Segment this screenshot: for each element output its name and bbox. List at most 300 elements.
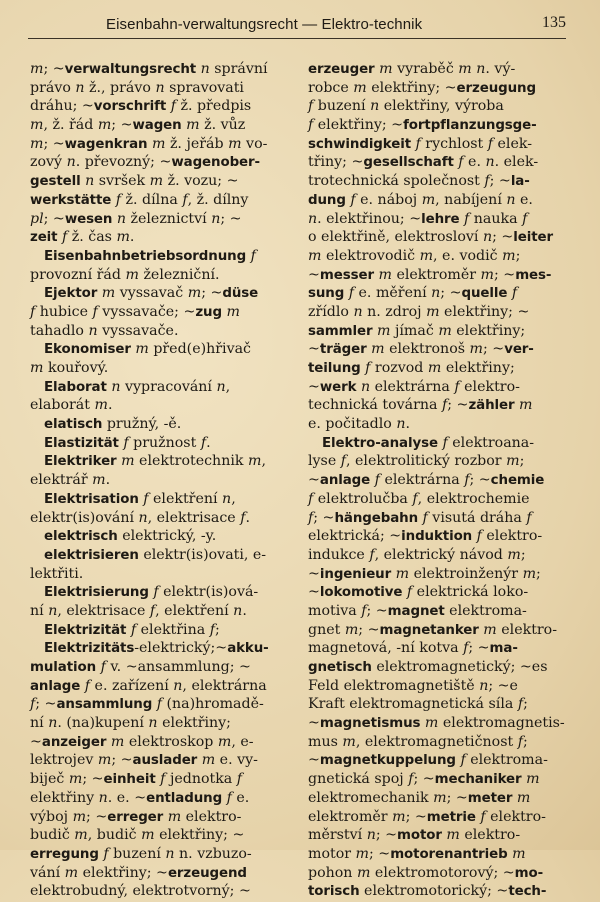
- text-run: ;: [214, 621, 220, 638]
- text-run: ;: [523, 696, 528, 713]
- grammar-label: m: [308, 247, 322, 264]
- text-run: v. ~ansammlung; ~: [105, 659, 251, 675]
- dictionary-line: [30, 658, 292, 677]
- text-run: vyssavače; ~: [97, 303, 196, 320]
- text-run: ; ~: [43, 135, 65, 152]
- headword: gnetisch: [308, 660, 372, 675]
- headword: schwindigkeit: [308, 136, 412, 152]
- dictionary-line: [30, 210, 292, 229]
- dictionary-line: [308, 452, 570, 471]
- grammar-label: n: [75, 79, 85, 96]
- text-run: ; ~: [43, 61, 65, 77]
- dictionary-line: [30, 228, 292, 247]
- grammar-label: n: [48, 715, 58, 732]
- grammar-label: f: [308, 117, 314, 134]
- grammar-label: f: [308, 509, 314, 526]
- grammar-label: f: [406, 584, 413, 601]
- headword: werkstätte: [30, 192, 112, 208]
- text-run: elektrárna: [379, 472, 465, 489]
- grammar-label: f: [115, 191, 122, 208]
- running-header: [106, 12, 566, 36]
- dictionary-line: [30, 471, 292, 490]
- headword: motor: [397, 828, 442, 844]
- text-run: , budič: [87, 827, 142, 844]
- dictionary-line: [30, 116, 292, 135]
- dictionary-line: [308, 845, 570, 864]
- grammar-label: m: [121, 453, 135, 470]
- text-run: e. zařízení: [90, 677, 174, 694]
- grammar-label: m: [446, 827, 460, 844]
- grammar-label: m: [30, 360, 44, 376]
- headword: werk: [319, 379, 357, 395]
- text-run: , elektrický návod: [374, 546, 508, 563]
- dictionary-line: [308, 135, 570, 154]
- dictionary-line: [308, 116, 570, 135]
- dictionary-line: [308, 284, 570, 303]
- headword: tech-: [508, 884, 547, 900]
- grammar-label: n: [506, 191, 516, 208]
- text-run: elektr(is)ovati, e-: [138, 546, 267, 563]
- text-run: .: [105, 472, 111, 489]
- headword: messer: [319, 267, 374, 283]
- text-run: ~: [308, 472, 320, 489]
- headword: chemie: [490, 473, 545, 489]
- headword: induktion: [401, 529, 473, 545]
- grammar-label: f: [226, 789, 232, 806]
- text-run: elektrotechnik: [134, 453, 248, 470]
- text-run: elektromagnetis-: [438, 715, 565, 732]
- grammar-label: n: [222, 490, 232, 507]
- dictionary-line: [30, 172, 292, 191]
- text-run: ; ~: [111, 117, 133, 134]
- text-run: . elek-: [494, 154, 539, 171]
- text-run: hubice: [35, 303, 93, 320]
- dictionary-line: [308, 733, 570, 752]
- grammar-label: n: [138, 509, 148, 526]
- grammar-label: m: [458, 61, 472, 77]
- grammar-label: f: [348, 285, 355, 302]
- headword: ma-: [489, 641, 518, 657]
- dictionary-line: [308, 340, 570, 359]
- dictionary-line: [308, 228, 570, 247]
- grammar-label: n: [233, 602, 243, 619]
- grammar-label: m: [469, 341, 483, 358]
- text-run: ~: [308, 565, 320, 582]
- text-run: ; ~: [489, 173, 511, 190]
- text-run: ,: [225, 378, 231, 395]
- text-run: elektřiny;: [451, 322, 526, 339]
- text-run: ; ~: [220, 210, 242, 227]
- text-run: ; ~e: [488, 677, 518, 694]
- dictionary-line: [308, 322, 570, 341]
- grammar-label: m: [97, 117, 112, 134]
- text-run: , elektrárna: [182, 677, 267, 694]
- grammar-label: f: [464, 210, 470, 227]
- text-run: n. vzbuzo-: [174, 845, 252, 862]
- grammar-label: f: [340, 453, 347, 470]
- dictionary-line: [30, 527, 292, 546]
- grammar-label: n: [431, 285, 441, 302]
- dictionary-line: [308, 864, 570, 883]
- text-run: vyssavače.: [97, 322, 179, 339]
- text-run: železniční.: [138, 266, 220, 283]
- text-run: ; ~: [35, 696, 57, 713]
- dictionary-line: [308, 658, 570, 677]
- text-run: , elektrochemie: [417, 490, 530, 507]
- headword: erzeugung: [456, 80, 536, 96]
- text-run: elektr(is)ování: [30, 509, 139, 526]
- dictionary-line: [30, 882, 292, 901]
- dictionary-line: [308, 546, 570, 565]
- grammar-label: m: [125, 266, 139, 283]
- text-run: lektrojev: [30, 752, 98, 769]
- grammar-label: m: [426, 303, 440, 320]
- text-run: před(e)hřivač: [148, 341, 252, 358]
- text-run: ž. předpis: [175, 98, 252, 115]
- grammar-label: m: [519, 397, 533, 414]
- text-run: buzení: [313, 98, 371, 115]
- text-run: nauka: [469, 210, 523, 227]
- dictionary-line: [30, 695, 292, 714]
- headword: zug: [195, 304, 222, 320]
- headword: sammler: [308, 323, 373, 339]
- text-run: (na)hromadě-: [161, 696, 264, 713]
- headword: hängebahn: [334, 510, 419, 526]
- dictionary-line: [30, 135, 292, 154]
- text-run: ž. čas: [67, 229, 117, 246]
- headword: sung: [308, 286, 345, 302]
- grammar-label: f: [476, 528, 482, 545]
- text-run: pružnost: [128, 434, 201, 451]
- grammar-label: m: [480, 266, 495, 283]
- headword: gestell: [30, 174, 81, 190]
- grammar-label: n: [366, 827, 376, 844]
- headword: entladung: [146, 790, 223, 806]
- text-run: e. měření: [354, 285, 432, 302]
- dictionary-line: [308, 153, 570, 172]
- grammar-label: m: [30, 135, 44, 152]
- grammar-label: m: [228, 135, 242, 152]
- text-run: elektroměr: [391, 266, 481, 283]
- dictionary-line: [308, 359, 570, 378]
- headword: dung: [308, 192, 346, 208]
- dictionary-line: [30, 621, 292, 640]
- dictionary-line: [30, 396, 292, 415]
- dictionary-line: [30, 770, 292, 789]
- text-run: .: [129, 229, 135, 246]
- grammar-label: m: [101, 285, 116, 302]
- text-run: spravovati: [164, 79, 244, 96]
- grammar-label: f: [365, 360, 371, 376]
- headword: erregung: [30, 846, 99, 862]
- dictionary-line: [30, 602, 292, 621]
- text-run: , elektrisace: [57, 602, 150, 619]
- text-run: ,: [261, 453, 266, 470]
- text-run: ž. vůz: [199, 117, 246, 134]
- grammar-label: f: [517, 696, 524, 713]
- headword: verwaltungsrecht: [64, 62, 197, 77]
- text-run: svršek: [94, 173, 150, 190]
- text-run: motiva: [308, 602, 362, 619]
- text-run: , ž. dílny: [187, 191, 249, 208]
- dictionary-line: [308, 770, 570, 789]
- text-run: elektromotorový; ~: [370, 864, 515, 881]
- text-run: , elektromagnetičnost: [355, 733, 518, 750]
- text-run: zový: [30, 154, 67, 171]
- headword: ver-: [504, 342, 534, 358]
- text-run: elektroma-: [465, 752, 548, 769]
- headword: ansammlung: [56, 697, 153, 713]
- grammar-label: f: [369, 546, 375, 563]
- text-run: elektro-: [496, 621, 558, 638]
- text-run: elektro-: [485, 808, 546, 825]
- headword: motorenantrieb: [390, 846, 508, 862]
- text-run: mus: [308, 733, 343, 750]
- text-run: Kraft elektromagnetická síla: [308, 696, 518, 713]
- grammar-label: m: [30, 117, 44, 134]
- grammar-label: m: [379, 61, 393, 77]
- grammar-label: m: [97, 752, 112, 769]
- text-run: rychlost: [420, 135, 488, 152]
- grammar-label: m: [167, 808, 182, 825]
- dictionary-line: [308, 714, 570, 733]
- grammar-label: n: [116, 210, 127, 227]
- text-run: . převozný; ~: [75, 154, 172, 171]
- text-run: ; ~: [82, 771, 104, 788]
- text-run: , elektření: [155, 602, 234, 619]
- dictionary-line: [308, 527, 570, 546]
- grammar-label: f: [308, 490, 314, 507]
- grammar-label: m: [116, 229, 130, 246]
- text-run: ; ~: [86, 808, 108, 825]
- running-title: Eisenbahn-verwaltungsrecht — Elektro-technik: [106, 16, 423, 33]
- header-rule: [28, 38, 566, 39]
- text-run: právo: [30, 79, 76, 96]
- headword: Elastizität: [44, 435, 119, 451]
- dictionary-line: [30, 415, 292, 434]
- headword: wagen: [132, 118, 182, 134]
- headword: teilung: [308, 361, 361, 376]
- grammar-label: m: [342, 733, 356, 750]
- grammar-label: f: [480, 808, 486, 825]
- text-run: ; ~: [405, 808, 427, 825]
- grammar-label: f: [487, 135, 494, 152]
- dictionary-line: [308, 97, 570, 116]
- grammar-label: f: [182, 191, 188, 208]
- text-run: Feld elektromagnetiště: [308, 677, 480, 694]
- grammar-label: f: [412, 490, 418, 507]
- grammar-label: n: [155, 79, 165, 96]
- headword: quelle: [461, 286, 508, 302]
- grammar-label: m: [371, 341, 385, 358]
- text-run: ~: [308, 266, 320, 283]
- text-run: indukce: [308, 546, 370, 563]
- dictionary-line: [30, 845, 292, 864]
- text-run: správní: [209, 61, 268, 77]
- text-run: ; ~: [483, 341, 505, 358]
- grammar-label: f: [123, 434, 129, 451]
- headword: einheit: [103, 772, 156, 788]
- grammar-label: f: [484, 173, 490, 190]
- text-run: ~: [308, 752, 320, 769]
- dictionary-line: [308, 60, 570, 79]
- grammar-label: m: [419, 247, 434, 264]
- grammar-label: m: [74, 827, 88, 844]
- grammar-label: n: [482, 229, 493, 246]
- text-run: elektrická loko-: [412, 584, 529, 601]
- headword: magnetismus: [319, 716, 421, 732]
- text-run: ; ~: [447, 397, 469, 414]
- headword: la-: [510, 174, 530, 190]
- text-run: visutá dráha: [427, 509, 527, 526]
- text-run: ; ~: [413, 771, 435, 788]
- headword: mulation: [30, 660, 97, 675]
- text-run: . elektřinou; ~: [317, 210, 422, 227]
- text-run: elektřiny; ~: [439, 303, 530, 320]
- grammar-label: f: [170, 98, 176, 115]
- text-run: , e-: [231, 733, 254, 750]
- dictionary-line: [308, 378, 570, 397]
- text-run: vyraběč: [392, 61, 459, 77]
- text-run: ; ~: [469, 472, 491, 489]
- text-run: elektrovodič: [321, 247, 420, 264]
- text-run: ; ~: [313, 509, 335, 526]
- grammar-label: m: [68, 771, 83, 788]
- text-run: elektřiny, výroba: [379, 98, 504, 115]
- text-run: elektrický, -y.: [117, 528, 217, 545]
- text-run: , elektrisace: [147, 509, 241, 526]
- grammar-label: n: [211, 210, 221, 227]
- headword: lokomotive: [319, 585, 403, 601]
- grammar-label: m: [502, 247, 516, 264]
- text-run: elektřiny; ~: [78, 864, 168, 881]
- text-run: e.: [515, 191, 533, 208]
- text-run: jednotka: [165, 771, 237, 788]
- grammar-label: m: [377, 322, 391, 339]
- dictionary-line: [30, 60, 292, 79]
- grammar-label: f: [517, 733, 523, 750]
- dictionary-line: [308, 639, 570, 658]
- text-run: elektroměr: [308, 808, 393, 825]
- dictionary-line: [30, 583, 292, 602]
- page-number: 135: [542, 14, 566, 31]
- grammar-label: m: [355, 845, 369, 862]
- text-run: rozvod: [370, 360, 428, 376]
- dictionary-line: [308, 882, 570, 901]
- text-run: elektro-: [459, 827, 521, 844]
- dictionary-line: [308, 583, 570, 602]
- headword: gesellschaft: [363, 155, 454, 171]
- dictionary-line: [308, 789, 570, 808]
- dictionary-line: [30, 322, 292, 341]
- grammar-label: f: [442, 434, 448, 451]
- text-run: ; ~: [358, 621, 380, 638]
- text-run: ,: [231, 490, 236, 507]
- grammar-label: n: [479, 677, 489, 694]
- headword: wagenkran: [64, 136, 148, 152]
- grammar-label: n: [476, 61, 486, 77]
- grammar-label: f: [422, 509, 428, 526]
- text-run: elektronoš: [384, 341, 470, 358]
- text-run: železnictví: [126, 210, 212, 227]
- headword: metrie: [426, 809, 476, 825]
- text-run: e. počitadlo: [308, 416, 397, 433]
- grammar-label: n: [88, 322, 98, 339]
- dictionary-line: [30, 808, 292, 827]
- text-run: e.: [463, 154, 486, 171]
- headword: fortpflanzungsge-: [403, 118, 537, 134]
- dictionary-line: [308, 303, 570, 322]
- grammar-label: f: [200, 434, 207, 451]
- headword: Elaborat: [44, 379, 107, 395]
- dictionary-line: [30, 677, 292, 696]
- grammar-label: m: [149, 173, 164, 190]
- text-run: .: [245, 509, 250, 526]
- grammar-label: f: [153, 584, 159, 601]
- grammar-label: m: [64, 864, 79, 881]
- text-run: elektroana-: [447, 434, 535, 451]
- grammar-label: n: [353, 303, 363, 320]
- text-run: elektřiny; ~: [313, 117, 404, 134]
- dictionary-line: [308, 415, 570, 434]
- dictionary-line: [30, 546, 292, 565]
- grammar-label: n: [360, 378, 371, 395]
- grammar-label: m: [483, 621, 497, 638]
- text-run: ; ~: [201, 285, 223, 302]
- dictionary-line: [30, 751, 292, 770]
- grammar-label: m: [506, 453, 520, 470]
- grammar-label: n: [165, 845, 175, 862]
- text-run: zřídlo: [308, 303, 354, 320]
- grammar-label: n: [200, 61, 210, 77]
- dictionary-line: [308, 172, 570, 191]
- text-run: provozní řád: [30, 266, 126, 283]
- headword: Elektrizitäts: [44, 641, 135, 657]
- text-run: elaborát: [30, 397, 95, 414]
- grammar-label: m: [247, 453, 262, 470]
- grammar-label: f: [160, 771, 166, 788]
- text-run: dráhu; ~: [30, 98, 94, 115]
- text-run: robce: [308, 79, 354, 96]
- text-run: ž., právo: [84, 79, 156, 96]
- dictionary-line: [30, 826, 292, 845]
- grammar-label: n: [148, 715, 158, 732]
- text-run: elektro-: [181, 808, 242, 825]
- grammar-label: f: [374, 472, 380, 489]
- text-run: jímač: [390, 322, 439, 339]
- headword: Elektrisierung: [44, 585, 149, 601]
- headword: anlage: [30, 678, 81, 694]
- text-run: o elektřině, elektrosloví: [308, 229, 483, 246]
- text-run: biječ: [30, 771, 69, 788]
- text-run: elektřiny;: [441, 360, 515, 376]
- text-run: ž. jeřáb: [165, 135, 229, 152]
- text-run: elektro-: [459, 378, 520, 395]
- dictionary-line: [30, 191, 292, 210]
- text-run: .: [107, 397, 113, 414]
- grammar-label: m: [392, 808, 406, 825]
- text-run: elektřiny; ~: [154, 827, 245, 844]
- grammar-label: f: [361, 602, 367, 619]
- headword: torisch: [308, 884, 360, 900]
- grammar-label: n: [111, 378, 121, 395]
- text-run: elektrobudný, elektrotvorný; ~: [30, 883, 251, 900]
- dictionary-line: [30, 714, 292, 733]
- headword: elektrisieren: [44, 547, 139, 563]
- text-run: elektromagnetický; ~es: [371, 659, 548, 675]
- grammar-label: f: [30, 303, 36, 320]
- text-run: elektrolučba: [313, 490, 413, 507]
